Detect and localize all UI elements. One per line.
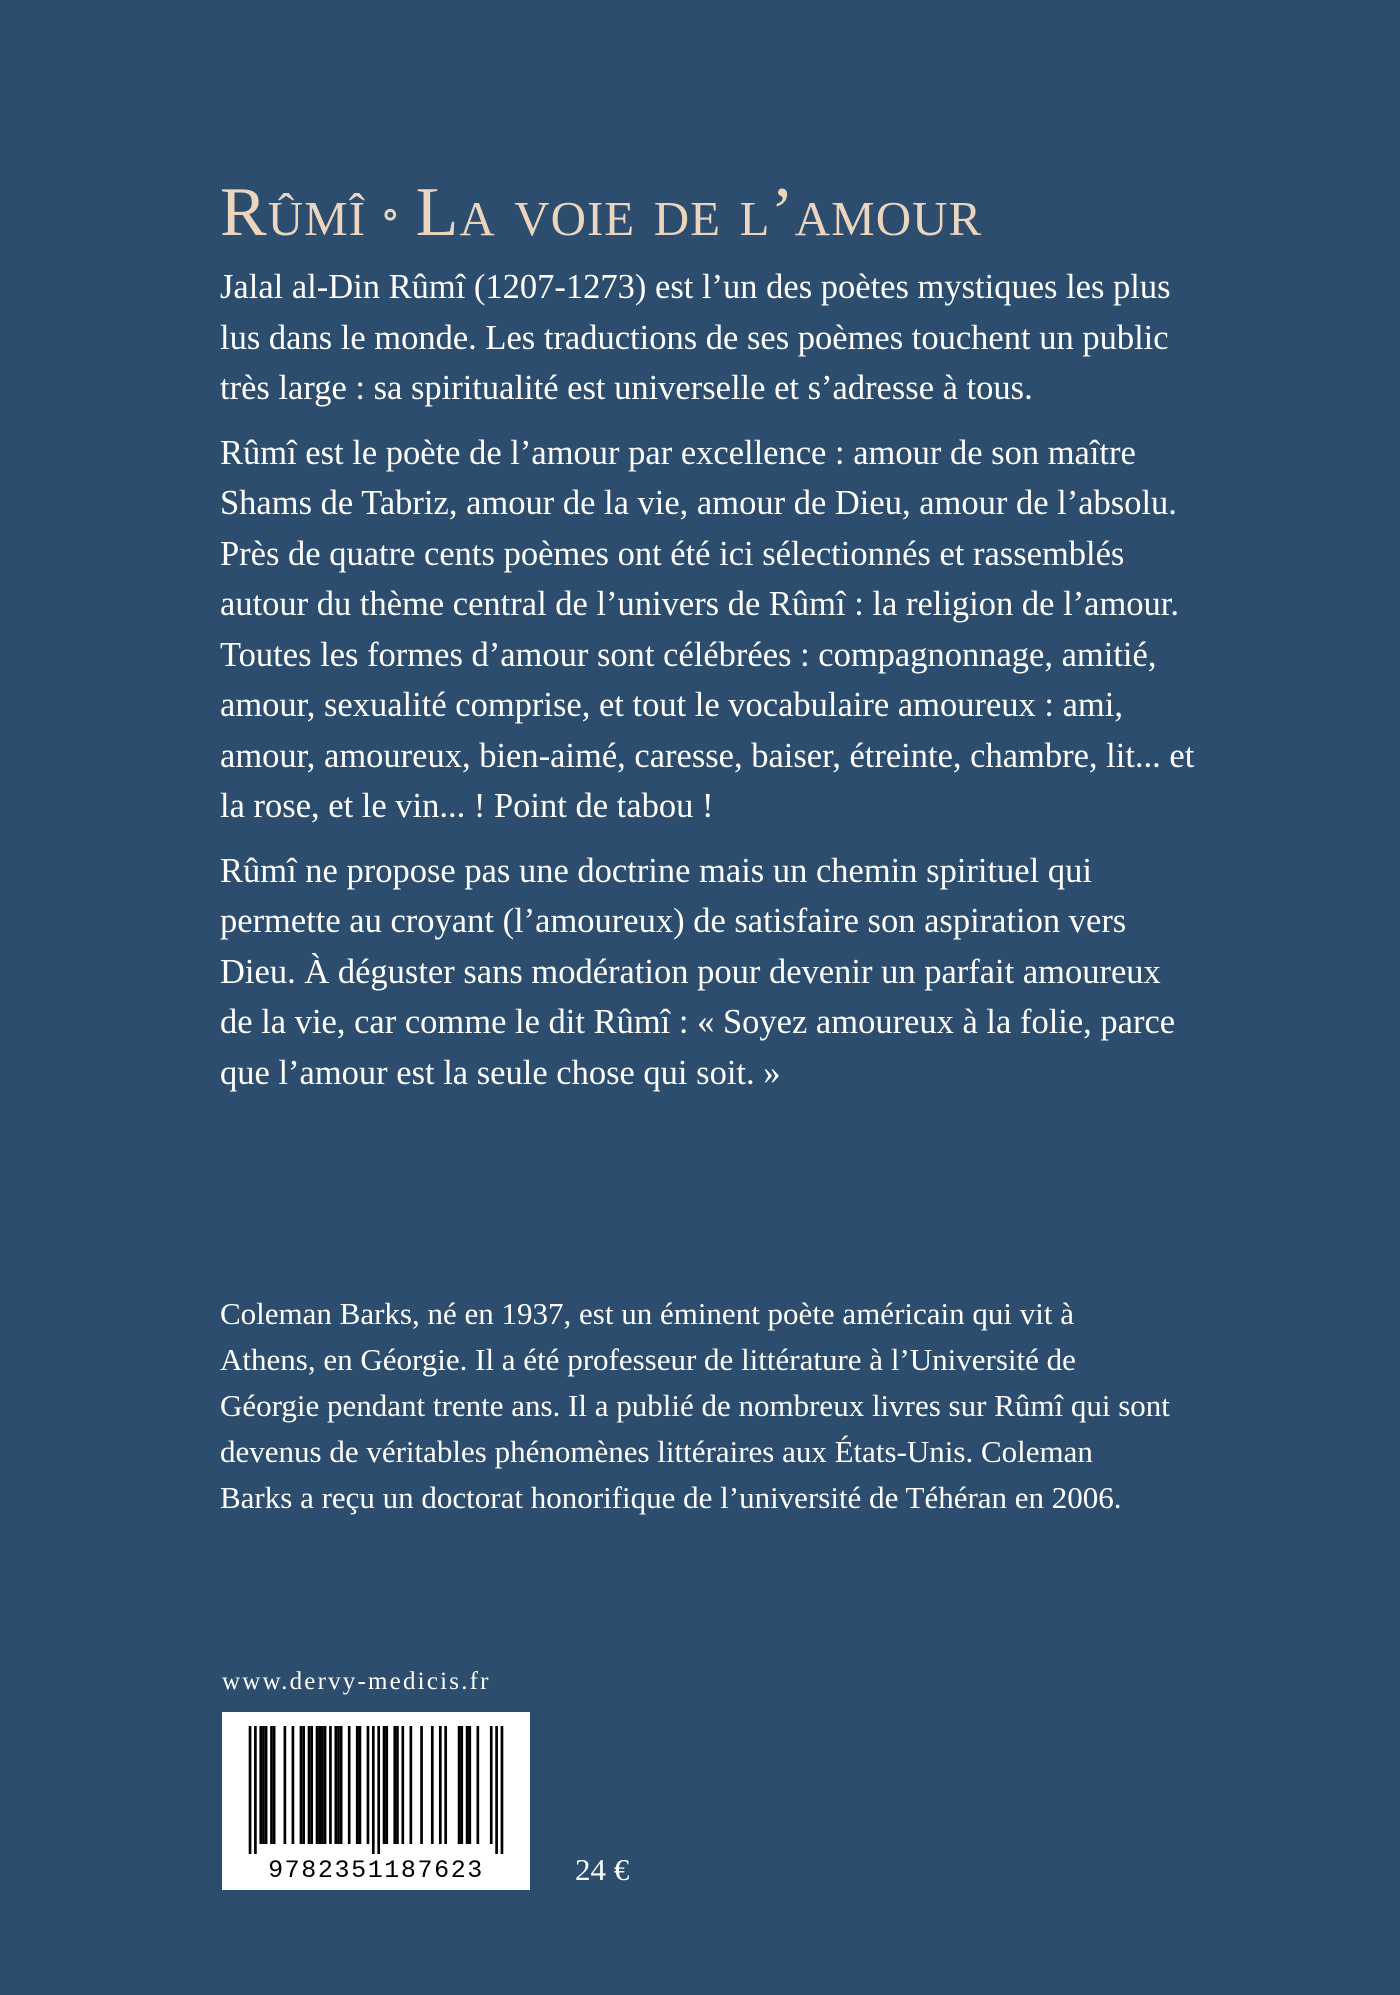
isbn-barcode [222,1712,530,1890]
barcode-bar [348,1726,351,1844]
barcode-bar [302,1726,305,1844]
barcode-bar [501,1726,504,1854]
barcode-bar [324,1726,327,1844]
barcode-bar [466,1726,469,1844]
barcode-graphic [222,1712,530,1890]
description-paragraph-1: Jalal al-Din Rûmî (1207-1273) est l’un des poètes mystiques les plus lus dans le monde. Les traductions de ses poèmes touchent un public très large : sa spiritualité est universelle et s’adresse à tous. [220,268,1171,407]
barcode-bar [439,1726,442,1844]
price: 24 € [575,1852,630,1887]
title-separator: ∘ [379,191,402,238]
barcode-bar [329,1726,332,1844]
barcode-bar [262,1726,265,1844]
barcode-bar [318,1726,321,1844]
title-part-1: Rûmî [220,174,366,251]
barcode-bar [265,1726,268,1844]
barcode-bar [308,1726,311,1844]
description-paragraph-2: Rûmî est le poète de l’amour par excellence : amour de son maître Shams de Tabriz, amour de la vie, amour de Dieu, amour de l’absolu. Près de quatre cents poèmes ont été ici sélectionnés et rassemblés autour du thème central de l’univers de Rûmî : la religion de l’amour. Toutes les formes d’amour sont célébrées : compagnonnage, amitié, amour, sexualité comprise, et tout le vocabulaire amoureux : ami, amour, amoureux, bien-aimé, caresse, baiser, étreinte, chambre, lit... et la rose, et le vin... ! Point de tabou ! [220,433,1195,825]
barcode-bars [249,1726,504,1854]
barcode-bar [468,1726,471,1844]
barcode-bar [259,1726,262,1844]
barcode-bar [385,1726,388,1844]
barcode-bar [359,1726,362,1844]
barcode-bar [377,1726,380,1854]
barcode-bar [300,1726,303,1844]
book-description [220,262,1200,1112]
barcode-bar [292,1726,295,1844]
barcode-bar [340,1726,343,1844]
barcode-bar [420,1726,423,1844]
barcode-bar [321,1726,324,1844]
barcode-bar [337,1726,340,1844]
barcode-bar [273,1726,276,1844]
barcode-bar [249,1726,252,1854]
barcode-bar [372,1726,375,1854]
barcode-bar [393,1726,396,1844]
barcode-bar [334,1726,337,1844]
barcode-bar [401,1726,404,1844]
barcode-bar [284,1726,287,1844]
barcode-bar [356,1726,359,1844]
barcode-bar [410,1726,413,1844]
barcode-bar [383,1726,386,1844]
author-bio-text: Coleman Barks, né en 1937, est un éminent poète américain qui vit à Athens, en Géorgie. Il a été professeur de littérature à l’Université de Géorgie pendant trente ans. Il a publié de nombreux livres sur Rûmî qui sont devenus de véritables phénomènes littéraires aux États-Unis. Coleman Barks a reçu un doctorat honorifique de l’université de Téhéran en 2006. [220,1296,1170,1515]
barcode-bar [254,1726,257,1854]
barcode-bar [460,1726,463,1844]
barcode-bar [310,1726,313,1844]
barcode-digits: 9782351187623 [268,1856,484,1885]
barcode-bar [316,1726,319,1844]
book-title [220,168,1220,264]
author-bio [220,1291,1170,1521]
barcode-bar [495,1726,498,1854]
barcode-bar [490,1726,493,1844]
barcode-bar [270,1726,273,1844]
barcode-bar [396,1726,399,1844]
barcode-bar [431,1726,434,1844]
barcode-bar [367,1726,370,1844]
description-paragraph-3: Rûmî ne propose pas une doctrine mais un chemin spirituel qui permette au croyant (l’amoureux) de satisfaire son aspiration vers Dieu. À déguster sans modération pour devenir un parfait amoureux de la vie, car comme le dit Rûmî : « Soyez amoureux à la folie, parce que l’amour est la seule chose qui soit. » [220,851,1176,1092]
title-part-2: La voie de l’amour [415,174,983,251]
barcode-bar [458,1726,461,1844]
barcode-bar [477,1726,480,1844]
barcode-bar [444,1726,447,1844]
publisher-website: www.dervy-medicis.fr [222,1668,491,1695]
